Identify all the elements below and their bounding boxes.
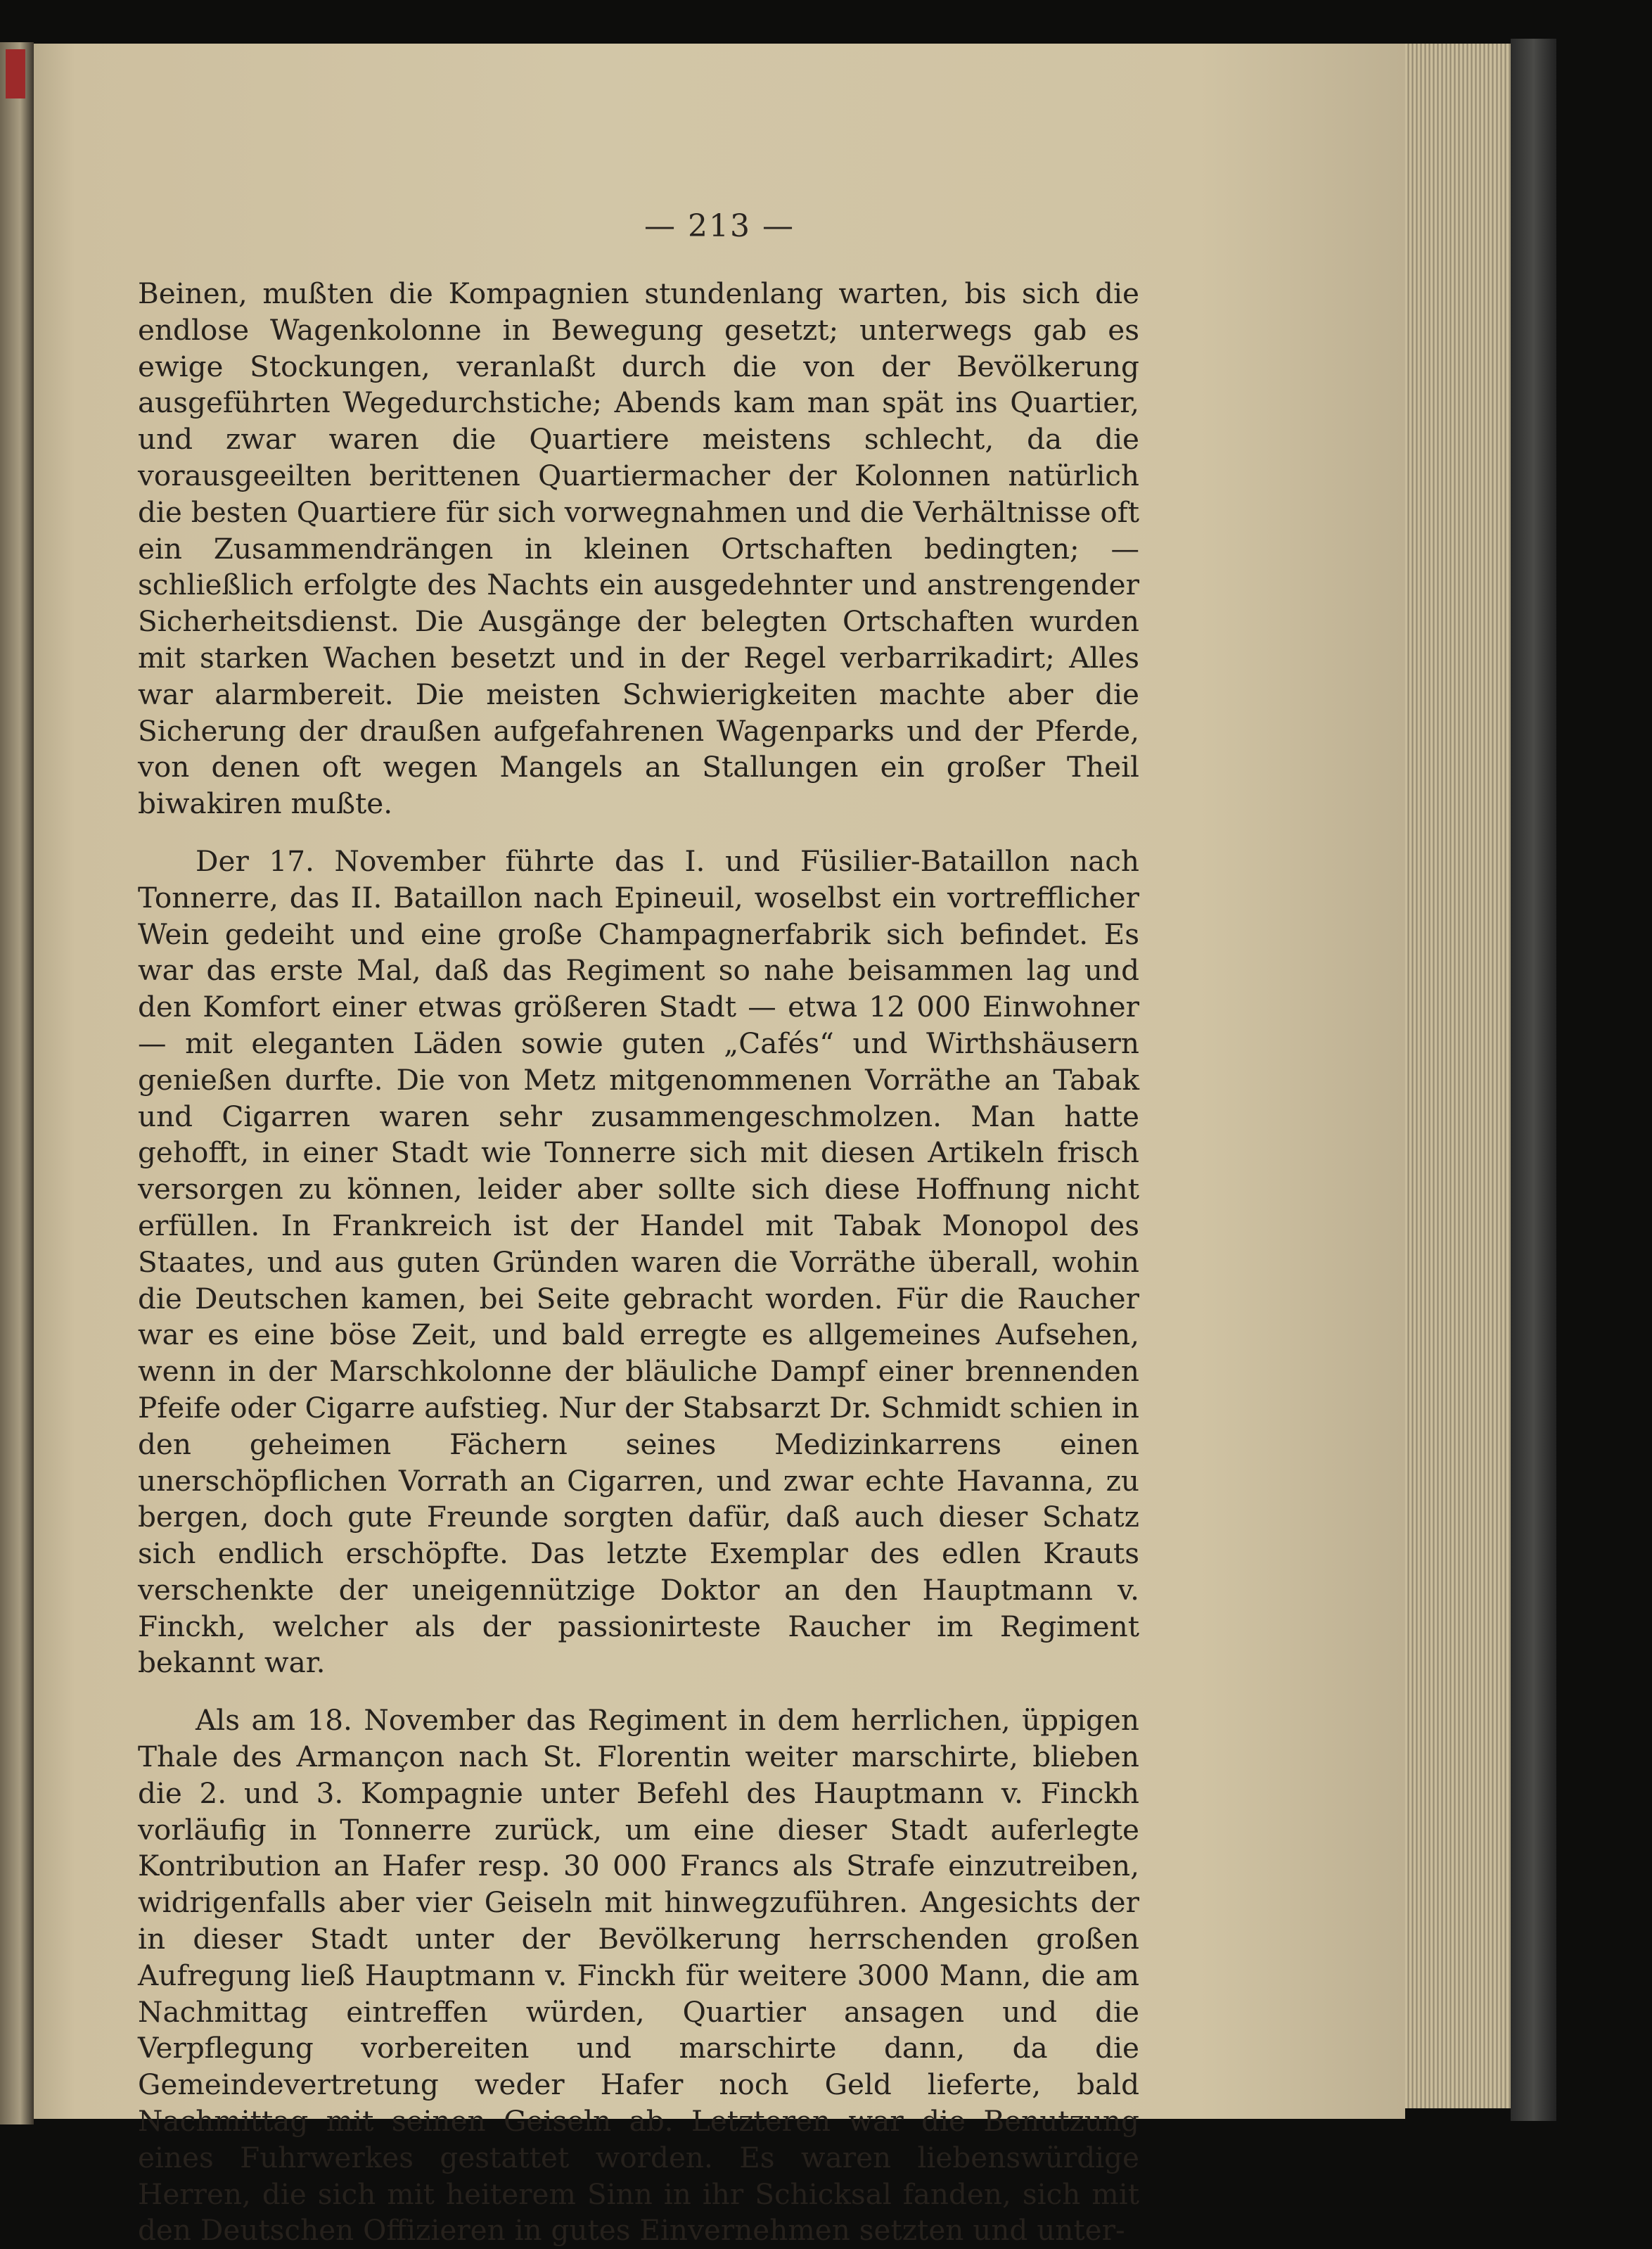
previous-page-edge <box>0 42 34 2124</box>
paragraph-2: Der 17. November führte das I. und Füsilier-Bataillon nach Tonnerre, das II. Bataillon nach Epineuil, woselbst ein vortrefflicher Wein gedeiht und eine große Champagnerfabrik sich befindet. Es war das erste Mal, daß das Regiment so nahe beisammen lag und den Komfort einer etwas größeren Stadt — etwa 12 000 Einwohner — mit eleganten Läden sowie guten „Cafés“ und Wirthshäusern genießen durfte. Die von Metz mitgenommenen Vorräthe an Tabak und Cigarren waren sehr zusammengeschmolzen. Man hatte gehofft, in einer Stadt wie Tonnerre sich mit diesen Artikeln frisch versorgen zu können, leider aber sollte sich diese Hoffnung nicht erfüllen. In Frankreich ist der Handel mit Tabak Monopol des Staates, und aus guten Gründen waren die Vorräthe überall, wohin die Deutschen kamen, bei Seite gebracht worden. Für die Raucher war es eine böse Zeit, und bald erregte es allgemeines Aufsehen, wenn in der Marschkolonne der bläuliche Dampf einer brennenden Pfeife oder Cigarre aufstieg. Nur der Stabsarzt Dr. Schmidt schien in den geheimen Fächern seines Medizinkarrens einen unerschöpflichen Vorrath an Cigarren, und zwar echte Havanna, zu bergen, doch gute Freunde sorgten dafür, daß auch dieser Schatz sich endlich erschöpfte. Das letzte Exemplar des edlen Krauts verschenkte der uneigennützige Doktor an den Hauptmann v. Finckh, welcher als der passionirteste Raucher im Regiment bekannt war. <box>138 843 1139 1680</box>
book-cover-edge <box>1511 39 1556 2121</box>
page-stack-edges <box>1405 44 1511 2108</box>
page-number: — 213 — <box>644 208 795 244</box>
paragraph-1: Beinen, mußten die Kompagnien stundenlang warten, bis sich die endlose Wagenkolonne in Bewegung gesetzt; unterwegs gab es ewige Stockungen, veranlaßt durch die von der Bevölkerung ausgeführten Wegedurchstiche; Abends kam man spät ins Quartier, und zwar waren die Quartiere meistens schlecht, da die vorausgeeilten berittenen Quartiermacher der Kolonnen natürlich die besten Quartiere für sich vorwegnahmen und die Verhältnisse oft ein Zusammendrängen in kleinen Ortschaften bedingten; — schließlich erfolgte des Nachts ein ausgedehnter und anstrengender Sicherheitsdienst. Die Ausgänge der belegten Ortschaften wurden mit starken Wachen besetzt und in der Regel verbarrikadirt; Alles war alarmbereit. Die meisten Schwierigkeiten machte aber die Sicherung der draußen aufgefahrenen Wagenparks und der Pferde, von denen oft wegen Mangels an Stallungen ein großer Theil biwakiren mußte. <box>138 276 1139 821</box>
bookmark-ribbon <box>6 49 25 98</box>
paragraph-3: Als am 18. November das Regiment in dem herrlichen, üppigen Thale des Armançon nach St. Florentin weiter marschirte, blieben die 2. und 3. Kompagnie unter Befehl des Hauptmann v. Finckh vorläufig in Tonnerre zurück, um eine dieser Stadt auferlegte Kontribution an Hafer resp. 30 000 Francs als Strafe einzutreiben, widrigenfalls aber vier Geiseln mit hinwegzuführen. Angesichts der in dieser Stadt unter der Bevölkerung herrschenden großen Aufregung ließ Hauptmann v. Finckh für weitere 3000 Mann, die am Nachmittag eintreffen würden, Quartier ansagen und die Verpflegung vorbereiten und marschirte dann, da die Gemeindevertretung weder Hafer noch Geld lieferte, bald Nachmittag mit seinen Geiseln ab. Letzteren war die Benutzung eines Fuhrwerkes gestattet worden. Es waren liebenswürdige Herren, die sich mit heiterem Sinn in ihr Schicksal fanden, sich mit den Deutschen Offizieren in gutes Einvernehmen setzten und unter- <box>138 1703 1139 2248</box>
body-text <box>138 276 1139 2249</box>
